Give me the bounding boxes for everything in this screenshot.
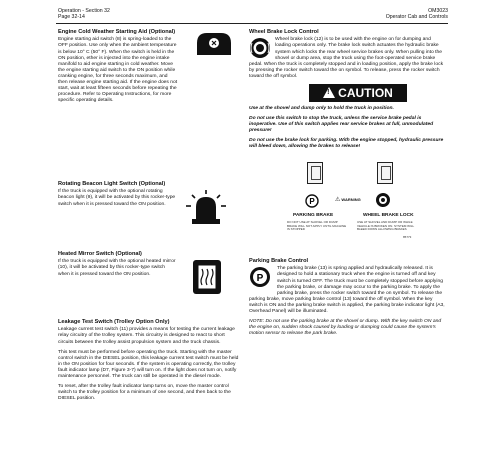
page-number: Page 32-14 bbox=[58, 14, 85, 20]
section-label: Operation - Section 32 bbox=[58, 8, 110, 14]
caution-banner bbox=[309, 84, 407, 102]
heated-mirror-section bbox=[58, 251, 239, 300]
engine-cold-section bbox=[58, 29, 239, 108]
wheel-brake-lock-switch bbox=[377, 162, 393, 184]
parking-brake-p-icon bbox=[303, 194, 321, 213]
header-right bbox=[386, 8, 448, 20]
beacon-body: If the truck is equipped with the optional rotating beacon light (9), it will be activated by this rocker-type switch when it is pressed toward the ON position. bbox=[58, 189, 176, 207]
parking-brake-switch bbox=[307, 162, 323, 184]
header-rule bbox=[56, 23, 448, 24]
svg-text:P: P bbox=[256, 273, 264, 285]
wheel-brake-body: Wheel brake lock (12) is to be used with the engine on for dumping and loading operations only. The brake lock switch actuates the hydraulic brake system which locks the rear wheel service brakes only. When pulling into the shovel or dump area, stop the truck using the foot-operated service brake pedal. When the truck is completely stopped and in loading position, apply the brake lock by pressing the rocker switch toward the on symbol. To release, press the rocker switch toward the off symbol. bbox=[249, 37, 444, 79]
leakage-p3: To reset, after the trolley fault indicator lamp turns on, move the master control switch to the trolley position for a minimum of one second, and then back to the DIESEL position. bbox=[58, 383, 231, 401]
figure-number: 85773 bbox=[403, 235, 412, 240]
parking-brake-icon bbox=[249, 266, 273, 292]
parking-brake-note: DO NOT USE AT SHOVEL OR DUMP BRAKE WILL NOT APPLY UNTIL MACHINE IS STOPPED bbox=[287, 220, 347, 232]
parking-brake-title: Parking Brake Control bbox=[249, 258, 309, 265]
warning-tag-label: WARNING bbox=[341, 197, 361, 203]
heated-mirror-body: If the truck is equipped with the optional heated mirror (10), it will be activated by this rocker-type switch when it is pressed toward the ON position. bbox=[58, 259, 176, 277]
engine-cold-body: Engine starting aid switch (8) is spring-loaded to the OFF position. Use only when the ambient temperature is below 10° C (50° F). When the switch is held in the ON position, ether is injected into the engine intake manifold to aid engine starting in cold weather. Move the engine starting aid switch to the ON position while cranking engine, for three seconds maximum, and then release engine starting aid. If the engine does not start, wait at least fifteen seconds before repeating the procedure. Refer to Operating Instructions, for more specific operating details. bbox=[58, 37, 178, 103]
beacon-section bbox=[58, 181, 239, 234]
caution-line-1: Use at the shovel and dump only to hold the truck in position. bbox=[249, 105, 394, 111]
svg-text:P: P bbox=[309, 197, 315, 207]
caution-line-3: Do not use the brake lock for parking. With the engine stopped, hydraulic pressure will bleed down, allowing the brakes to release! bbox=[249, 137, 444, 149]
beacon-light-icon bbox=[184, 189, 228, 234]
brake-switch-panel bbox=[285, 156, 415, 254]
heated-mirror-icon bbox=[192, 259, 222, 300]
heated-mirror-title: Heated Mirror Switch (Optional) bbox=[58, 251, 142, 257]
chapter-title: Operator Cab and Controls bbox=[385, 14, 448, 20]
parking-brake-note-text: NOTE: Do not use the parking brake at the shovel or dump. With the key switch ON and the engine on, sudden shock caused by loading or dumping could cause the system's motion sensor to release the park brake. bbox=[249, 318, 442, 336]
beacon-title: Rotating Beacon Light Switch (Optional) bbox=[58, 181, 166, 187]
wheel-brake-icon bbox=[249, 37, 271, 61]
header-left bbox=[58, 8, 110, 20]
warning-tag bbox=[335, 196, 361, 203]
engine-cold-title: Engine Cold Weather Starting Aid (Optional) bbox=[58, 29, 176, 35]
right-column bbox=[249, 29, 445, 341]
leakage-p1: Leakage current test switch (11) provides a means for testing the current leakage relay circuitry of the trolley system. This circuitry is designed to react to short circuits between the trolley assist propulsion system and the truck chassis. bbox=[58, 327, 235, 345]
warning-triangle-icon: ! bbox=[323, 87, 335, 98]
parking-brake-body: The parking brake (13) is spring applied and hydraulically released. It is designed to hold a stationary truck when the engine is turned off and key switch is turned OFF. The truck must be completely stopped before applying the parking brake, or damage may occur to the parking brake. To apply the parking brake, press the rocker switch toward the on symbol. To release the parking brake, move parking brake control (13) toward the off symbol. When the key switch is ON and the parking brake switch is applied, the parking brake indicator light (A3, Overhead Panel) will be illuminated. bbox=[249, 266, 445, 314]
wheel-brake-lock-label: WHEEL BRAKE LOCK bbox=[363, 213, 414, 219]
wheel-brake-title: Wheel Brake Lock Control bbox=[249, 29, 319, 35]
leakage-title: Leakage Test Switch (Trolley Option Only) bbox=[58, 319, 170, 325]
leakage-p2: This test must be performed before operating the truck. Starting with the master control switch in the DIESEL position, this leakage current test switch must be held in the ON position for four seconds. If the system is operating correctly, the trolley fault indicator lamp (D7, Figure 3-7) will turn on. If the light does not turn on, notify maintenance personnel. The truck can still be operated in the diesel mode. bbox=[58, 349, 239, 379]
parking-brake-label: PARKING BRAKE bbox=[293, 213, 334, 219]
ether-switch-icon bbox=[191, 29, 239, 59]
caution-line-2: Do not use this switch to stop the truck, unless the service brake pedal is inoperative. Use of this switch applies rear service brakes at full, unmodulated pressure! bbox=[249, 115, 434, 133]
caution-label: CAUTION bbox=[338, 85, 393, 100]
wheel-lock-icon bbox=[375, 192, 391, 213]
warning-tag-icon: ⚠ bbox=[335, 197, 341, 204]
wheel-lock-note: USE AT SHOVEL AND DUMP OR WHILE VEHICLE IS BROKEN ON. SYSTEM WILL BLEED DOWN ALLOWING BRAKES bbox=[357, 220, 415, 232]
leakage-section bbox=[58, 319, 239, 406]
document-id: OM3023 bbox=[428, 8, 448, 14]
